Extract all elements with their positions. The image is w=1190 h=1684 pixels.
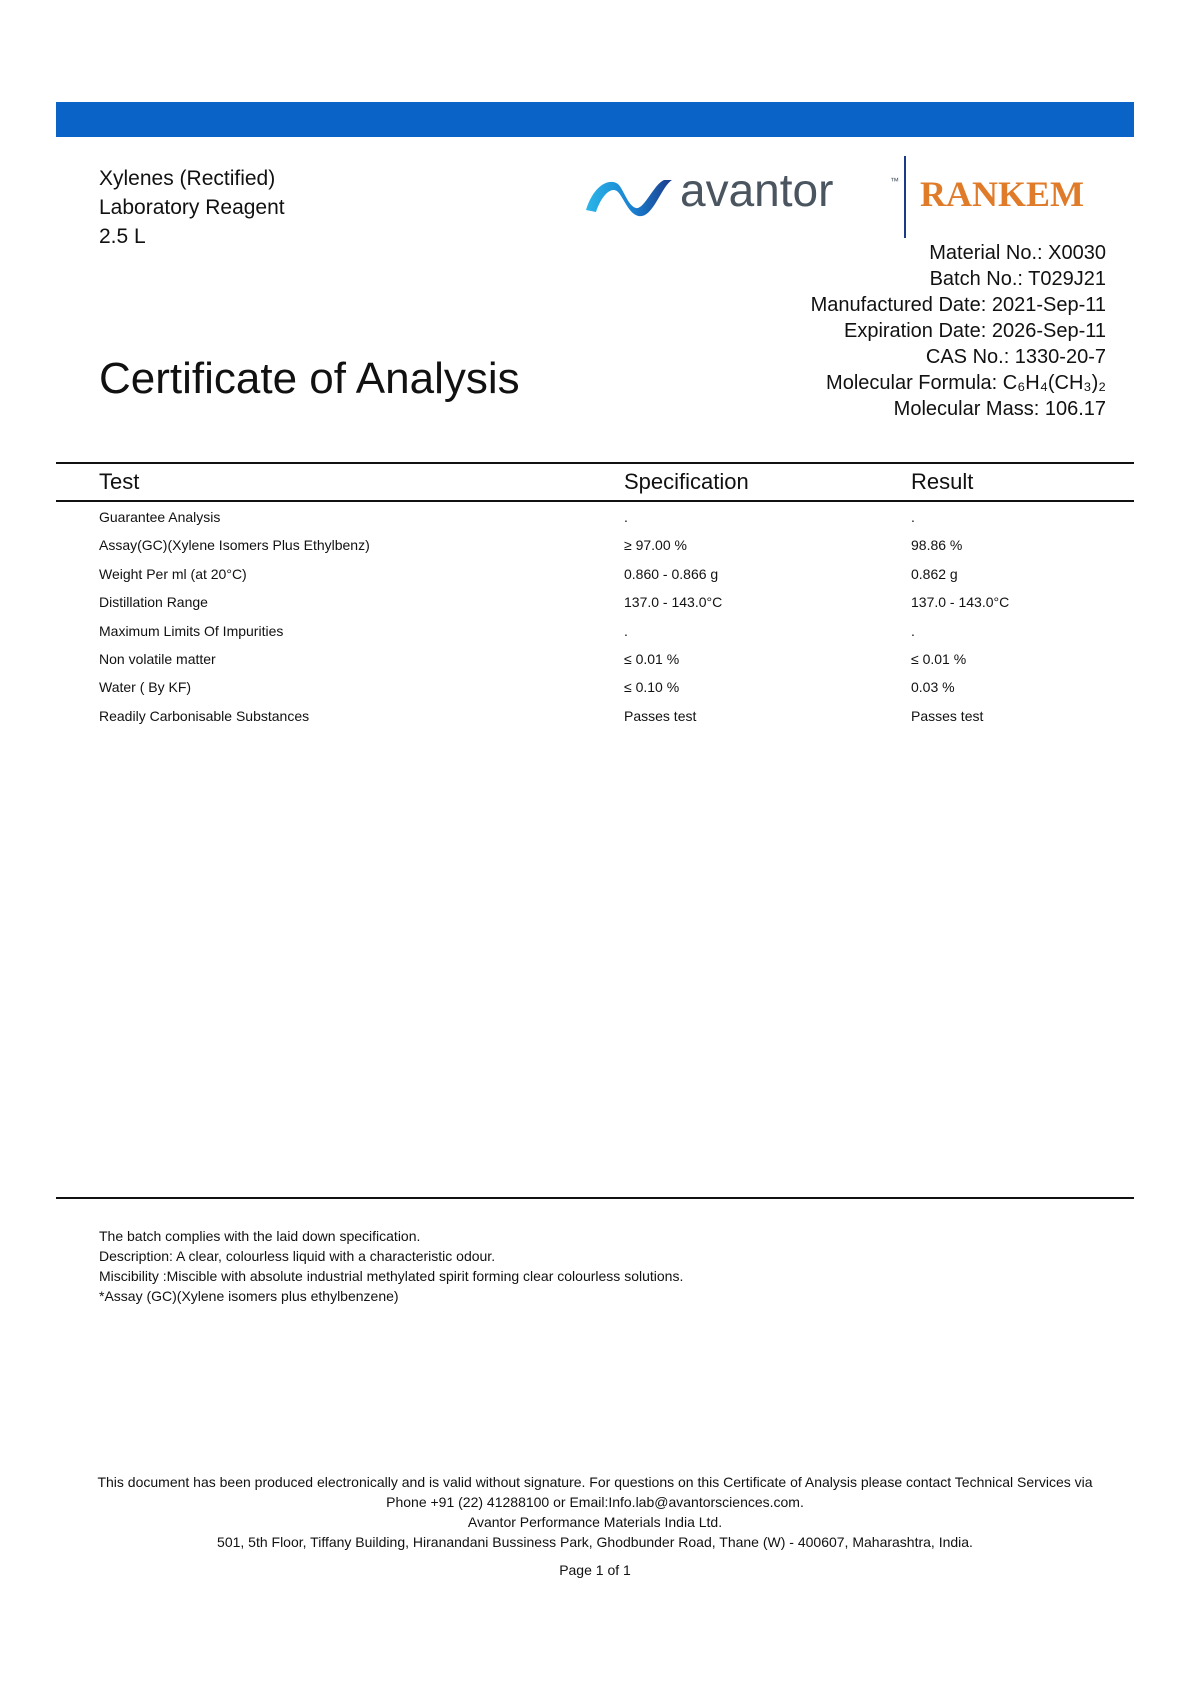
result-value: 137.0 - 143.0°C: [911, 594, 1010, 611]
specification-value: Passes test: [624, 707, 697, 724]
column-test: Test: [99, 469, 140, 494]
trademark-mark: ™: [890, 176, 899, 186]
specification-value: .: [624, 622, 628, 639]
material-number: Material No.: X0030: [929, 242, 1106, 264]
product-info: [99, 164, 285, 251]
result-value: Passes test: [911, 707, 984, 724]
manufactured-date: Manufactured Date: 2021-Sep-11: [810, 294, 1106, 316]
test-name: Weight Per ml (at 20°C): [99, 565, 247, 582]
specification-value: ≤ 0.01 %: [624, 650, 680, 667]
cas-number: CAS No.: 1330-20-7: [925, 346, 1106, 368]
table-row: [0, 503, 1190, 531]
table-end-divider: [56, 1197, 1134, 1199]
product-size: 2.5 L: [99, 225, 146, 248]
test-name: Distillation Range: [99, 594, 208, 611]
table-row: [0, 588, 1190, 616]
rankem-wordmark: RANKEM: [920, 174, 1084, 214]
product-name: Xylenes (Rectified): [99, 167, 276, 190]
validity-statement: This document has been produced electronically and is valid without signature. For questions on this Certificate of Analysis please contact Technical Services via: [97, 1474, 1093, 1490]
results-table-body: [0, 503, 1190, 730]
assay-note: *Assay (GC)(Xylene isomers plus ethylbenzene): [99, 1288, 399, 1304]
result-value: 0.862 g: [911, 565, 958, 582]
contact-info: Phone +91 (22) 41288100 or Email:Info.lab@avantorsciences.com.: [386, 1494, 804, 1510]
table-header: [56, 462, 1134, 502]
page-number: Page 1 of 1: [559, 1562, 631, 1578]
result-value: 98.86 %: [911, 537, 963, 554]
specification-value: ≤ 0.10 %: [624, 679, 680, 696]
table-row: [0, 702, 1190, 730]
test-name: Non volatile matter: [99, 650, 216, 667]
table-row: [0, 617, 1190, 645]
specification-value: ≥ 97.00 %: [624, 537, 687, 554]
logo-divider: [904, 156, 906, 238]
specification-value: 0.860 - 0.866 g: [624, 565, 719, 582]
page-footer: [56, 1472, 1134, 1580]
table-row: [0, 645, 1190, 673]
column-result: Result: [911, 469, 974, 494]
batch-number: Batch No.: T029J21: [929, 268, 1106, 290]
result-value: ≤ 0.01 %: [911, 650, 967, 667]
test-name: Maximum Limits Of Impurities: [99, 622, 284, 639]
remarks: [99, 1226, 683, 1306]
result-value: .: [911, 509, 915, 525]
miscibility-note: Miscibility :Miscible with absolute industrial methylated spirit forming clear colourless solutions.: [99, 1268, 684, 1284]
header-accent-bar: [56, 102, 1134, 137]
batch-metadata: [811, 240, 1106, 422]
compliance-note: The batch complies with the laid down specification.: [99, 1228, 421, 1244]
test-name: Assay(GC)(Xylene Isomers Plus Ethylbenz): [99, 537, 370, 554]
molecular-formula: Molecular Formula: C₆H₄(CH₃)₂: [826, 372, 1106, 394]
table-row: [0, 673, 1190, 701]
molecular-mass: Molecular Mass: 106.17: [893, 398, 1106, 420]
company-address: 501, 5th Floor, Tiffany Building, Hiranandani Bussiness Park, Ghodbunder Road, Thane (W) - 400607, Maharashtra, India.: [217, 1534, 973, 1550]
specification-value: 137.0 - 143.0°C: [624, 594, 723, 611]
table-row: [0, 531, 1190, 559]
expiration-date: Expiration Date: 2026-Sep-11: [843, 320, 1106, 342]
avantor-swoosh-icon: [586, 180, 672, 216]
test-name: Guarantee Analysis: [99, 509, 221, 525]
company-logo: [584, 154, 1109, 240]
description-note: Description: A clear, colourless liquid with a characteristic odour.: [99, 1248, 496, 1264]
test-name: Water ( By KF): [99, 679, 192, 696]
company-name: Avantor Performance Materials India Ltd.: [467, 1514, 723, 1530]
result-value: .: [911, 622, 915, 639]
avantor-wordmark: avantor: [680, 164, 834, 216]
test-name: Readily Carbonisable Substances: [99, 707, 310, 724]
table-row: [0, 560, 1190, 588]
product-grade: Laboratory Reagent: [99, 196, 285, 219]
result-value: 0.03 %: [911, 679, 955, 696]
page-title: Certificate of Analysis: [99, 354, 520, 403]
specification-value: .: [624, 509, 628, 525]
column-specification: Specification: [624, 469, 749, 494]
